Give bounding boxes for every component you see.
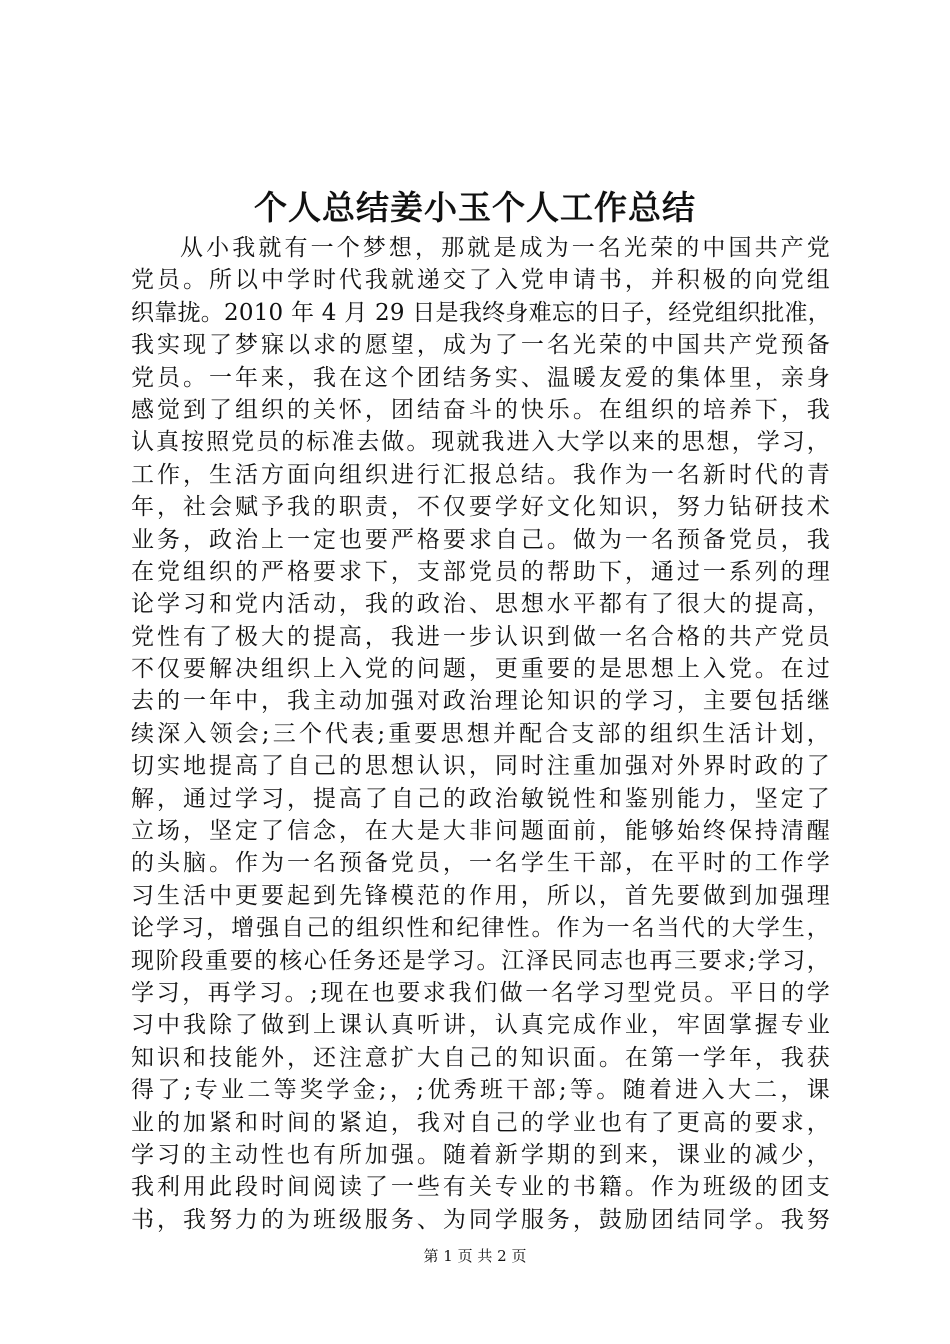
body-line: 我实现了梦寐以求的愿望，成为了一名光荣的中国共产党预备 (131, 332, 831, 359)
body-line: 得了;专业二等奖学金;，;优秀班干部;等。随着进入大二，课 (131, 1077, 831, 1104)
body-line: 业的加紧和时间的紧迫，我对自己的学业也有了更高的要求， (131, 1109, 831, 1136)
document-title: 个人总结姜小玉个人工作总结 (254, 188, 696, 227)
body-line: 从小我就有一个梦想，那就是成为一名光荣的中国共产党 (180, 235, 831, 261)
body-line: 书，我努力的为班级服务、为同学服务，鼓励团结同学。我努 (131, 1206, 831, 1233)
body-line: 习生活中更要起到先锋模范的作用，所以，首先要做到加强理 (131, 882, 831, 909)
body-line: 论学习和党内活动，我的政治、思想水平都有了很大的提高， (131, 591, 831, 618)
body-line: 学习的主动性也有所加强。随着新学期的到来，课业的减少， (131, 1141, 831, 1168)
body-line: 不仅要解决组织上入党的问题，更重要的是思想上入党。在过 (131, 656, 831, 683)
body-line: 我利用此段时间阅读了一些有关专业的书籍。作为班级的团支 (131, 1174, 831, 1201)
body-line: 论学习，增强自己的组织性和纪律性。作为一名当代的大学生， (131, 915, 831, 942)
body-line: 知识和技能外，还注意扩大自己的知识面。在第一学年，我获 (131, 1044, 831, 1071)
body-line: 党员。所以中学时代我就递交了入党申请书，并积极的向党组 (131, 267, 831, 294)
document-body (131, 232, 831, 1236)
body-line: 现阶段重要的核心任务还是学习。江泽民同志也再三要求;学习， (131, 947, 831, 974)
body-line: 去的一年中，我主动加强对政治理论知识的学习，主要包括继 (131, 688, 831, 715)
body-line: 织靠拢。2010 年 4 月 29 日是我终身难忘的日子，经党组织批准， (131, 299, 831, 326)
body-line: 立场，坚定了信念，在大是大非问题面前，能够始终保持清醒 (131, 818, 831, 845)
body-line: 业务，政治上一定也要严格要求自己。做为一名预备党员，我 (131, 526, 831, 553)
body-line: 年，社会赋予我的职责，不仅要学好文化知识，努力钻研技术 (131, 494, 831, 521)
body-line: 习中我除了做到上课认真听讲，认真完成作业，牢固掌握专业 (131, 1012, 831, 1039)
page-number-footer: 第 1 页 共 2 页 (423, 1247, 527, 1265)
body-line: 工作，生活方面向组织进行汇报总结。我作为一名新时代的青 (131, 461, 831, 488)
body-line: 解，通过学习，提高了自己的政治敏锐性和鉴别能力，坚定了 (131, 785, 831, 812)
body-line: 感觉到了组织的关怀，团结奋斗的快乐。在组织的培养下，我 (131, 396, 831, 423)
body-line: 认真按照党员的标准去做。现就我进入大学以来的思想，学习， (131, 429, 831, 456)
body-line: 的头脑。作为一名预备党员，一名学生干部，在平时的工作学 (131, 850, 831, 877)
body-line: 在党组织的严格要求下，支部党员的帮助下，通过一系列的理 (131, 558, 831, 585)
body-line: 党员。一年来，我在这个团结务实、温暖友爱的集体里，亲身 (131, 364, 831, 391)
body-line: 续深入领会;三个代表;重要思想并配合支部的组织生活计划， (131, 720, 831, 747)
body-line: 学习，再学习。;现在也要求我们做一名学习型党员。平日的学 (131, 979, 831, 1006)
body-line: 切实地提高了自己的思想认识，同时注重加强对外界时政的了 (131, 753, 831, 780)
body-line: 党性有了极大的提高，我进一步认识到做一名合格的共产党员 (131, 623, 831, 650)
